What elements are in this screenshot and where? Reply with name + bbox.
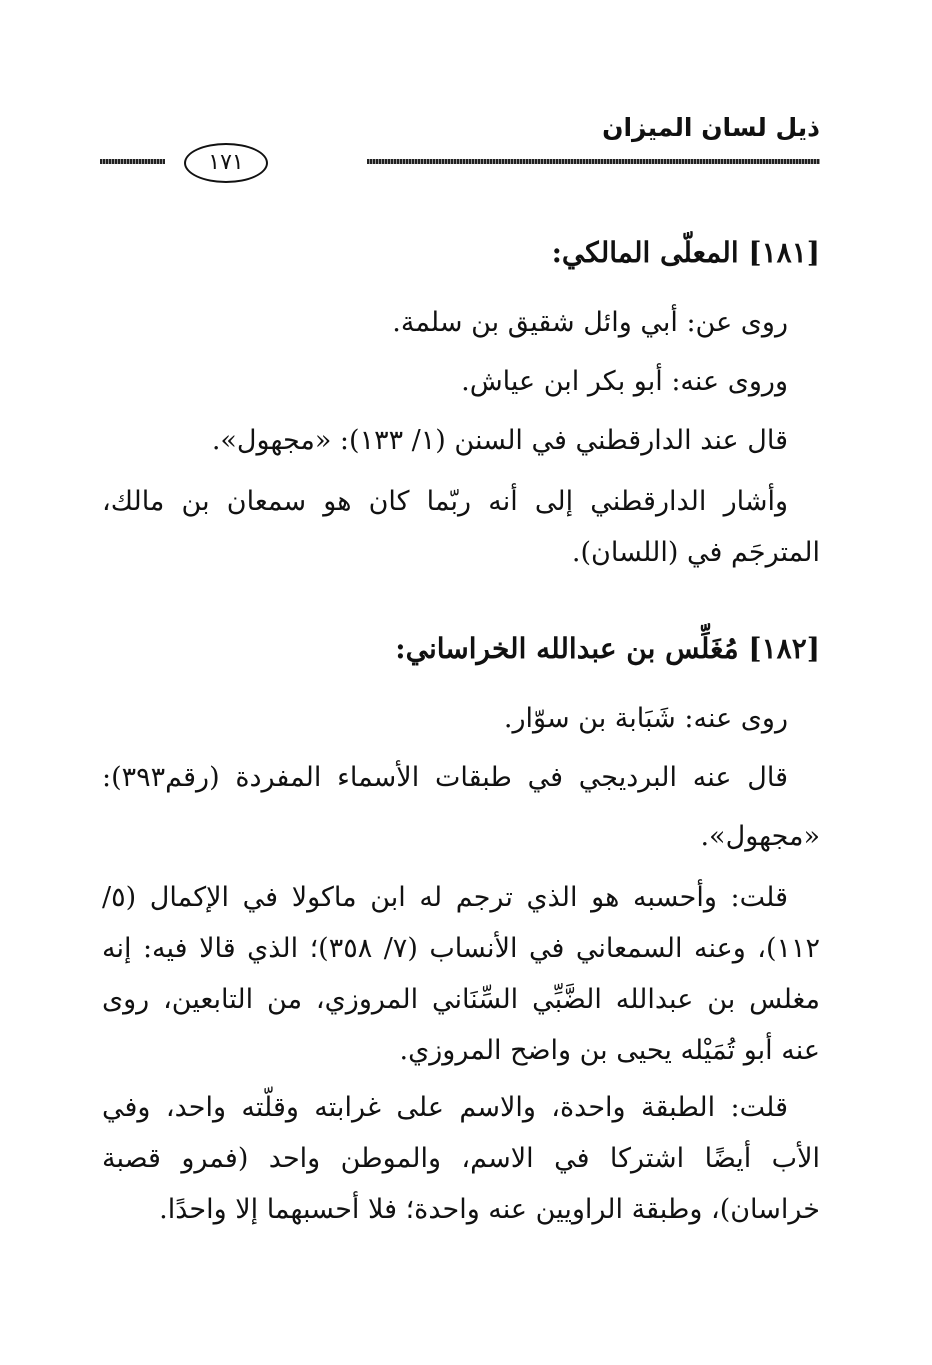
header-rule-left bbox=[100, 159, 165, 164]
entry-paragraph: وأشار الدارقطني إلى أنه ربّما كان هو سمعان بن مالك، المترجَم في (اللسان). bbox=[102, 486, 820, 568]
entry-paragraph: قلت: الطبقة واحدة، والاسم على غرابته وقلّته واحد، وفي الأب أيضًا اشتركا في الاسم، والموطن واحد (فمرو قصبة خراسان)، وطبقة الراويين عنه واحدة؛ فلا أحسبهما إلا واحدًا. bbox=[102, 1092, 820, 1225]
header-rule-right bbox=[367, 159, 820, 164]
entry-heading: [١٨١] المعلّى المالكي: bbox=[551, 236, 820, 269]
entry-heading: [١٨٢] مُغَلِّس بن عبدالله الخراساني: bbox=[395, 632, 820, 665]
entry-182 bbox=[102, 624, 820, 1235]
entry-paragraph: قال عنه البرديجي في طبقات الأسماء المفردة (رقم٣٩٣): «مجهول». bbox=[102, 762, 820, 852]
entry-paragraph: قلت: وأحسبه هو الذي ترجم له ابن ماكولا في الإكمال (٥/ ١١٢)، وعنه السمعاني في الأنساب (٧/ ٣٥٨)؛ الذي قالا فيه: إنه مغلس بن عبدالله الضَّبِّي السِّنَاني المروزي، من التابعين، روى عنه أبو تُمَيْله يحيى بن واضح المروزي. bbox=[102, 882, 820, 1066]
book-title: ذيل لسان الميزان bbox=[602, 113, 820, 142]
entry-paragraph: وروى عنه: أبو بكر ابن عياش. bbox=[461, 366, 788, 397]
page-body bbox=[102, 228, 820, 1235]
entry-paragraph: روى عن: أبي وائل شقيق بن سلمة. bbox=[392, 307, 788, 338]
entry-paragraph: روى عنه: شَبَابة بن سوّار. bbox=[503, 703, 788, 734]
page-number: ١٧١ bbox=[184, 143, 268, 183]
entry-181 bbox=[102, 228, 820, 578]
running-header bbox=[100, 112, 820, 182]
entry-paragraph: قال عند الدارقطني في السنن (١/ ١٣٣): «مجهول». bbox=[211, 425, 788, 456]
